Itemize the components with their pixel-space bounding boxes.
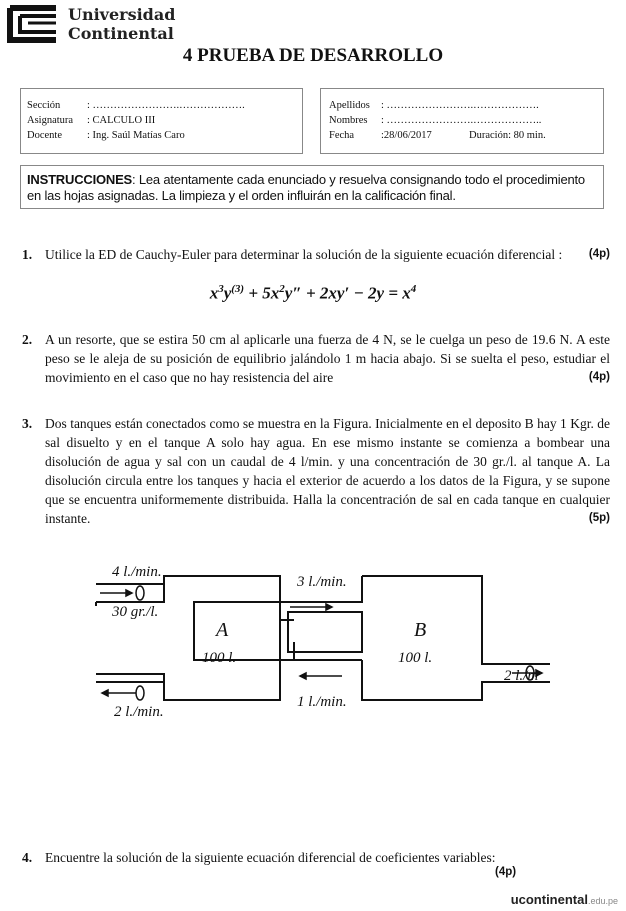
tank-b-label: B — [414, 619, 427, 641]
question-1: 1. Utilice la ED de Cauchy-Euler para determinar la solución de la siguiente ecuación diferencial : (4p) — [22, 247, 610, 262]
info-row-nombres: Nombres : …………………….……………….. — [329, 115, 542, 126]
outflow-b-label: 2 l./m — [504, 668, 539, 684]
info-row-seccion: Sección : …………………….………………. — [27, 100, 245, 111]
question-2: 2. A un resorte, que se estira 50 cm al aplicarle una fuerza de 4 N, se le cuelga un peso de 19.6 N. A este peso se le aleja de su posición de equilibrio jalándolo 1 m hacia abajo. Si se suelta el peso, estudiar el movimiento en el caso que no hay resistencia del aire (4p) — [22, 332, 610, 385]
tank-a-label: A — [216, 619, 229, 641]
instructions-box — [20, 165, 604, 209]
inflow-arrow-icon — [126, 590, 132, 596]
inflow-concentration-label: 30 gr./l. — [112, 604, 159, 620]
info-row-docente: Docente : Ing. Saúl Matías Caro — [27, 130, 185, 141]
student-info-left — [20, 88, 303, 154]
question-1-points: (4p) — [588, 248, 610, 260]
university-name: Universidad Continental — [68, 5, 176, 43]
tank-b-volume: 100 l. — [398, 650, 433, 666]
question-2-points: (4p) — [588, 371, 610, 383]
question-3-points: (5p) — [588, 512, 610, 524]
outflow-a-label: 2 l./min. — [114, 704, 164, 720]
page-title: 4 PRUEBA DE DESARROLLO — [182, 45, 444, 66]
cauchy-euler-equation: $x^3y^{(3)} + 5x^2y'' + 2xy' - 2y = x^4$ — [209, 283, 417, 303]
instructions-heading: INSTRUCCIONES — [27, 172, 133, 187]
flow-ba-label: 1 l./min. — [297, 694, 347, 710]
outlet-valve-a-icon — [136, 686, 144, 700]
inlet-valve-icon — [136, 586, 144, 600]
instructions-text: : Lea atentamente cada enunciado y resuelva consignando todo el procedimiento en las hojas asignadas. La limpieza y el orden influirán en la calificación final. — [27, 172, 585, 203]
university-logo-icon — [6, 4, 58, 44]
flow-ab-label: 3 l./min. — [297, 574, 347, 590]
info-row-asignatura: Asignatura : CALCULO III — [27, 115, 156, 126]
tank-a-volume: 100 l. — [202, 650, 237, 666]
inflow-rate-label: 4 l./min. — [112, 564, 162, 580]
question-3: 3. Dos tanques están conectados como se muestra en la Figura. Inicialmente en el deposito B hay 1 Kgr. de sal disuelto y en el tanque A solo hay agua. En ese mismo instante se comienza a bombear una disolución de agua y sal con un caudal de 4 l/min. y una concentración de 30 gr./l. al tanque A. La disolución circula entre los tanques y hacia el exterior de acuerdo a los datos de la Figura, y se supone que se encuentra uniformemente distribuida. Halla la concentración de sal en cada tanque en cualquier instante. (5p) — [22, 416, 610, 526]
flow-ba-arrow-icon — [300, 673, 306, 679]
question-4: 4. Encuentre la solución de la siguiente ecuación diferencial de coeficientes variables: — [22, 850, 496, 865]
tanks-figure — [92, 556, 550, 721]
footer-brand: ucontinental.edu.pe — [510, 892, 618, 907]
outflow-a-arrow-icon — [102, 690, 108, 696]
student-info-right — [320, 88, 604, 154]
flow-ab-arrow-icon — [326, 604, 332, 610]
info-row-fecha: Fecha :28/06/2017 Duración: 80 min. — [329, 130, 546, 141]
info-row-apellidos: Apellidos : …………………….………………. — [329, 100, 539, 111]
question-4-points: (4p) — [495, 866, 517, 878]
